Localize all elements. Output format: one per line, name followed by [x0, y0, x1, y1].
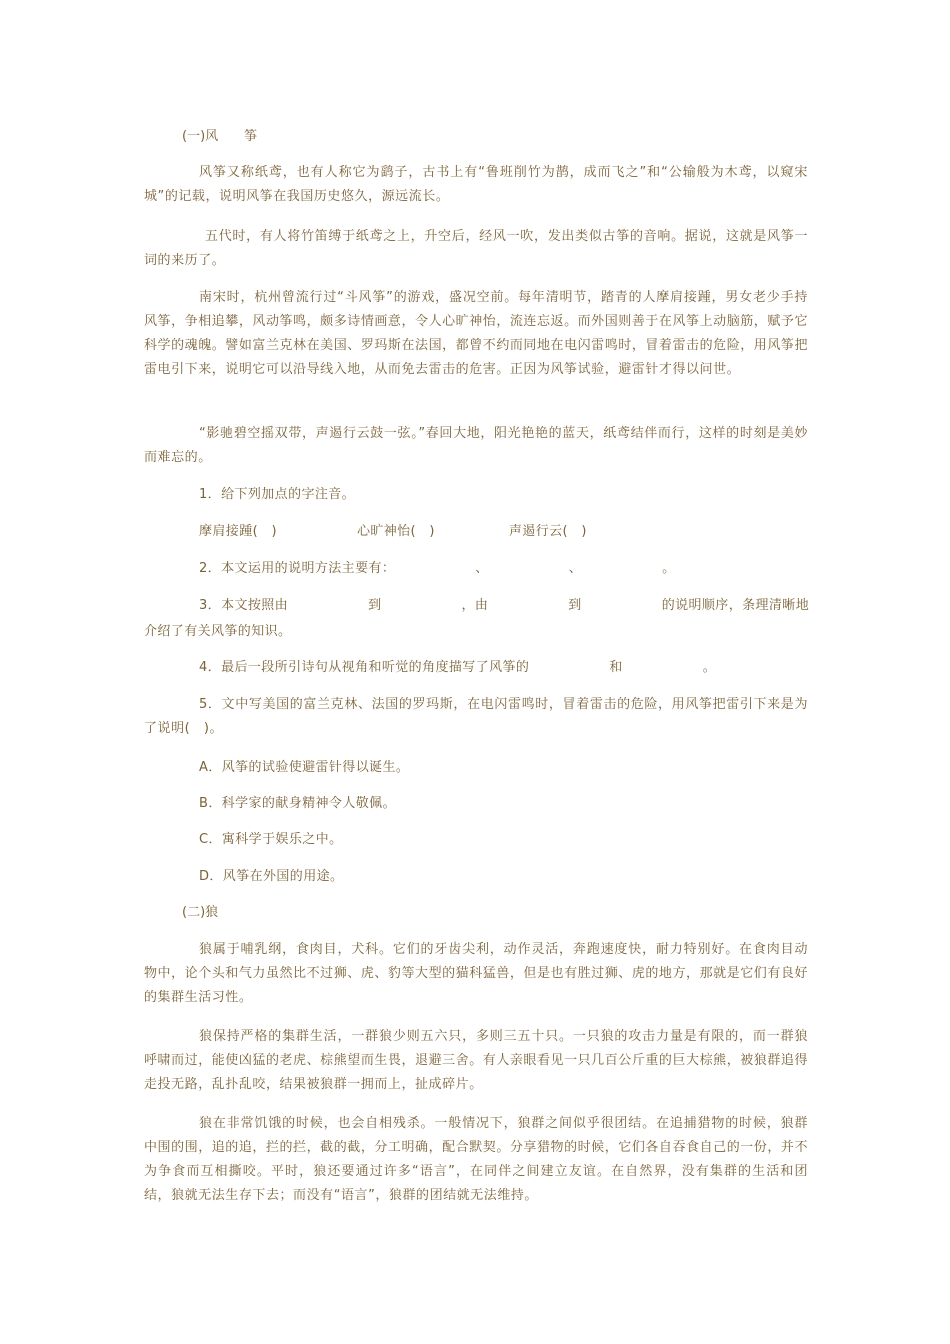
section1-paragraph-4: “影驰碧空摇双带，声遏行云鼓一弦。”春回大地，阳光艳艳的蓝天，纸鸢结伴而行，这样的时刻是美妙而难忘的。	[144, 426, 808, 465]
question-4	[199, 656, 869, 680]
question-3-line-1	[199, 594, 869, 618]
question-3-line-2: 介绍了有关风筝的知识。	[144, 624, 292, 639]
section1-title-part1: (一)风	[182, 129, 219, 144]
q2-separator-2: 、	[568, 561, 583, 576]
question-2	[199, 557, 869, 581]
q3-to-1: 到	[368, 598, 382, 613]
section2-paragraph-2: 狼保持严格的集群生活，一群狼少则五六只，多则三五十只。一只狼的攻击力量是有限的，而一群狼呼啸而过，能使凶猛的老虎、棕熊望而生畏，退避三舍。有人亲眼看见一只几百公斤重的巨大棕熊，被狼群追得走投无路，乱扑乱咬，结果被狼群一拥而上，扯成碎片。	[144, 1029, 808, 1092]
section2-paragraph-3: 狼在非常饥饿的时候，也会自相残杀。一般情况下，狼群之间似乎很团结。在追捕猎物的时候，狼群中围的围，追的追，拦的拦，截的截，分工明确，配合默契。分享猎物的时候，它们各自吞食自己的一份，并不为争食而互相撕咬。平时，狼还要通过许多“语言”，在同伴之间建立友谊。在自然界，没有集群的生活和团结，狼就无法生存下去；而没有“语言”，狼群的团结就无法维持。	[144, 1116, 808, 1203]
q1-item-1: 摩肩接踵( )	[199, 524, 277, 539]
section2-paragraph-1: 狼属于哺乳纲，食肉目，犬科。它们的牙齿尖利，动作灵活，奔跑速度快，耐力特别好。在食肉目动物中，论个头和气力虽然比不过狮、虎、豹等大型的猫科猛兽，但是也有胜过狮、虎的地方，那就是它们有良好的集群生活习性。	[144, 942, 808, 1005]
question-5: 5．文中写美国的富兰克林、法国的罗玛斯，在电闪雷鸣时，冒着雷击的危险，用风筝把雷引下来是为了说明( )。	[144, 697, 808, 736]
q3-to-2: 到	[568, 598, 582, 613]
section1-title	[182, 125, 257, 149]
q5-option-a: A．风筝的试验使避雷针得以诞生。	[199, 760, 410, 775]
q4-end: 。	[702, 660, 717, 675]
q3-mid: ，由	[461, 598, 489, 613]
question-1-items	[199, 520, 869, 544]
q1-item-3: 声遏行云( )	[508, 524, 587, 539]
q2-end: 。	[662, 561, 676, 576]
section2-title: (二)狼	[182, 905, 219, 920]
q4-prefix: 4．最后一段所引诗句从视角和听觉的角度描写了风筝的	[199, 660, 530, 675]
q1-item-2: 心旷神怡( )	[356, 524, 435, 539]
question-1: 1．给下列加点的字注音。	[199, 487, 356, 502]
q2-prefix: 2．本文运用的说明方法主要有：	[199, 561, 396, 576]
q4-and: 和	[609, 660, 623, 675]
q3-prefix: 3．本文按照由	[199, 598, 289, 613]
q2-separator-1: 、	[475, 561, 489, 576]
section1-paragraph-3: 南宋时，杭州曾流行过“斗风筝”的游戏，盛况空前。每年清明节，踏青的人摩肩接踵，男女老少手持风筝，争相追攀，风动筝鸣，颇多诗情画意，令人心旷神怡，流连忘返。而外国则善于在风筝上动脑筋，赋予它科学的魂魄。譬如富兰克林在美国、罗玛斯在法国，都曾不约而同地在电闪雷鸣时，冒着雷击的危险，用风筝把雷电引下来，说明它可以沿导线入地，从而免去雷击的危害。正因为风筝试验，避雷针才得以问世。	[144, 290, 808, 377]
q5-option-b: B．科学家的献身精神令人敬佩。	[199, 796, 396, 811]
q5-option-d: D．风筝在外国的用途。	[199, 869, 344, 884]
q3-suffix: 的说明顺序，条理清晰地	[661, 598, 810, 613]
section1-title-part2: 筝	[244, 129, 258, 144]
section1-paragraph-1: 风筝又称纸鸢，也有人称它为鹞子，古书上有“鲁班削竹为鹊，成而飞之”和“公输般为木鸢，以窥宋城”的记载，说明风筝在我国历史悠久，源远流长。	[144, 165, 808, 204]
section1-paragraph-2: 五代时，有人将竹笛缚于纸鸢之上，升空后，经风一吹，发出类似古筝的音响。据说，这就是风筝一词的来历了。	[144, 229, 808, 268]
q5-option-c: C．寓科学于娱乐之中。	[199, 832, 343, 847]
